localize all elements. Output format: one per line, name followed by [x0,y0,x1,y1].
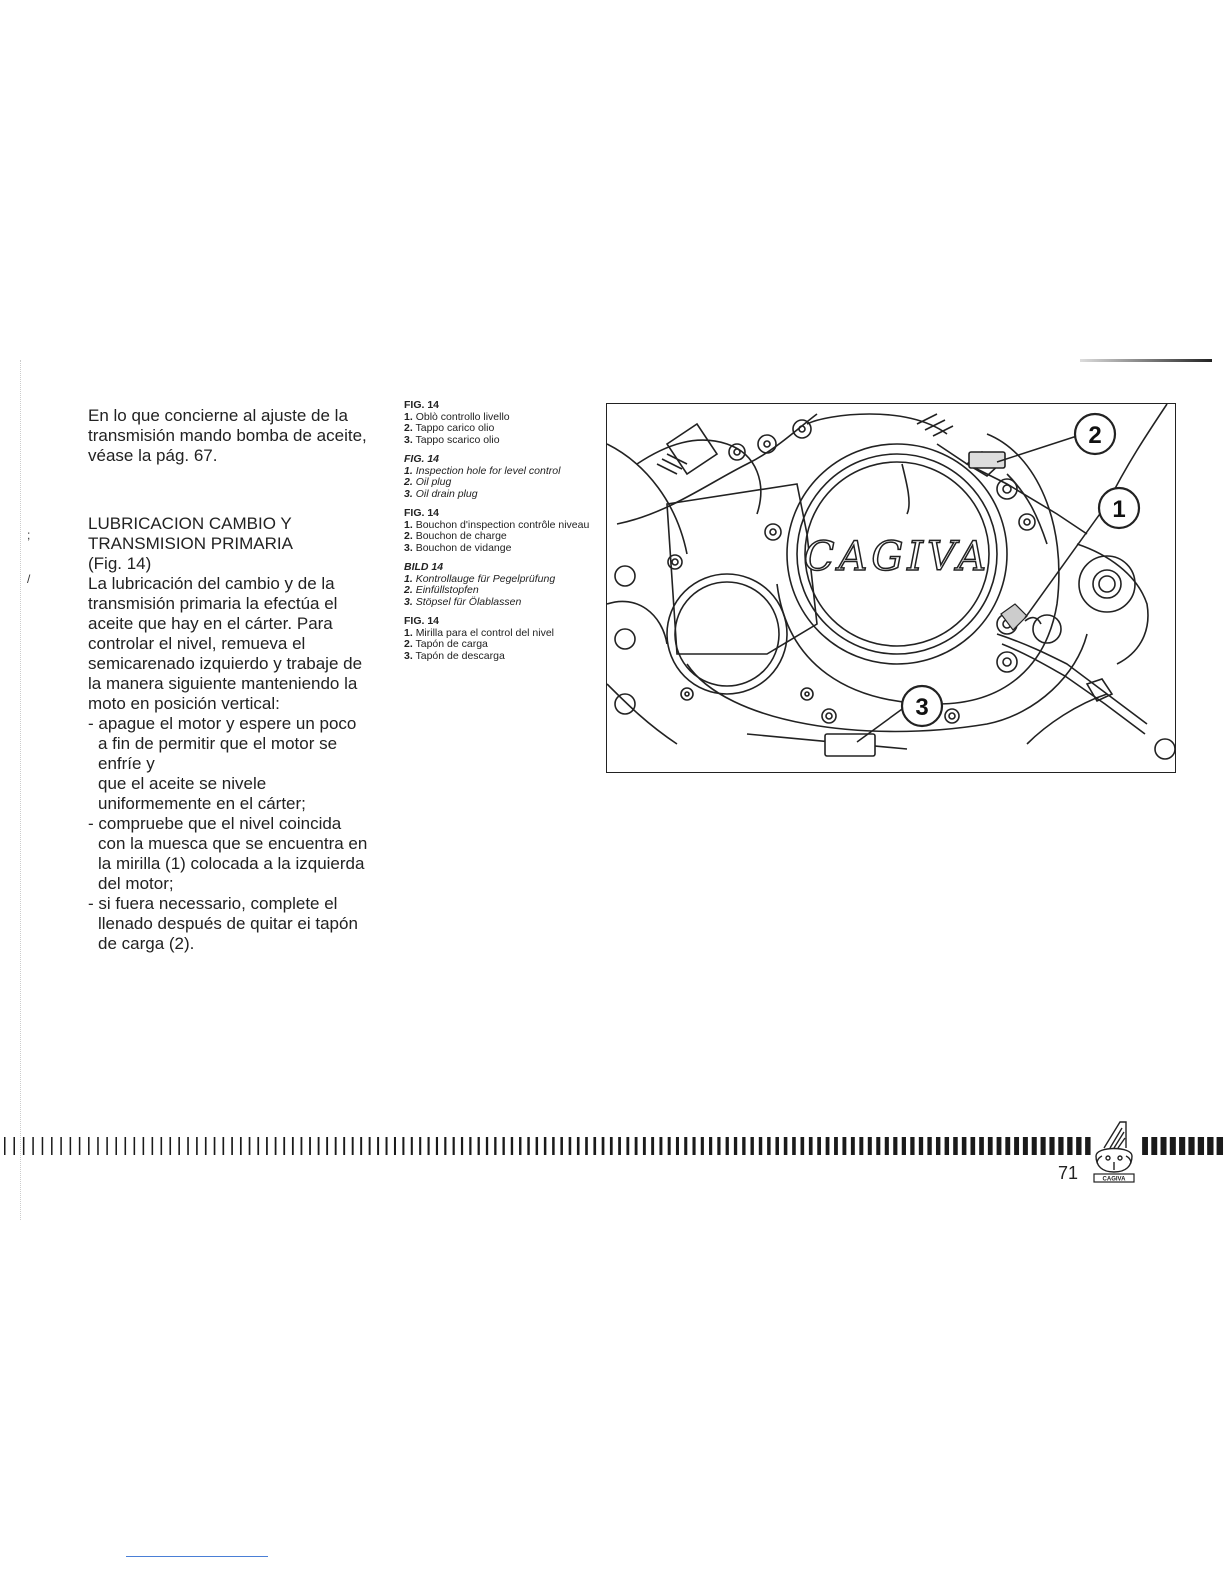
barcode-strip [0,1137,1224,1155]
caption-num: 2. [404,422,413,434]
body-paragraph: La lubricación del cambio y de la transmisión primaria la efectúa el aceite que hay en el cárter. Para controlar el nivel, remueva el semicarenado izquierdo y trabaje de la manera siguiente manteniendo la moto en posición vertical: [88,574,363,713]
edge-mark: / [27,572,31,586]
caption-num: 1. [404,572,413,585]
caption-num: 3. [404,649,413,662]
instruction-list [88,714,368,954]
caption-title: FIG. 14 [404,507,440,519]
instruction-item: - si fuera necessario, complete el llenado después de quitar ei tapón de carga (2). [88,894,358,953]
main-text-column [88,406,368,954]
caption-text: Inspection hole for level control [415,464,561,477]
instruction-item [88,714,368,814]
caption-block-en [404,454,604,500]
caption-text: Tapón de carga [415,638,488,650]
engine-diagram-figure [606,403,1176,773]
caption-num: 3. [404,487,413,500]
caption-title: FIG. 14 [404,453,440,465]
caption-num: 3. [404,433,413,446]
caption-text: Einfüllstopfen [415,584,479,596]
caption-num: 2. [404,638,413,650]
caption-title: FIG. 14 [404,615,440,627]
caption-item [404,597,604,609]
page-number: 71 [1058,1163,1079,1183]
caption-text: Bouchon de vidange [415,541,512,554]
caption-block-it [404,400,604,446]
edge-mark: ; [27,528,31,542]
section-heading-line1: LUBRICACION CAMBIO Y [88,514,292,533]
caption-block-de [404,562,604,608]
caption-num: 1. [404,410,413,423]
caption-num: 2. [404,476,413,488]
caption-text: Bouchon de charge [415,530,507,542]
caption-text: Mirilla para el control del nivel [415,626,554,639]
caption-block-es [404,616,604,662]
engine-brand-text: CAGIVA [803,534,991,580]
cagiva-elephant-logo-icon [1086,1116,1142,1186]
caption-num: 2. [404,530,413,542]
intro-paragraph: En lo que concierne al ajuste de la transmisión mando bomba de aceite, véase la pág. 67. [88,406,367,465]
caption-text: Stöpsel für Ölablassen [415,595,522,608]
caption-item [404,435,604,447]
caption-num: 3. [404,541,413,554]
instruction-item: - compruebe que el nivel coincida con la muesca que se encuentra en la mirilla (1) colocada a la izquierda del motor; [88,814,368,893]
caption-text: Kontrollauge für Pegelprüfung [415,572,556,585]
caption-text: Oblò controllo livello [415,410,510,423]
section-heading-line2: TRANSMISION PRIMARIA [88,534,293,553]
caption-text: Oil plug [415,476,452,488]
instruction-continuation: que el aceite se nivele uniformemente en el cárter; [98,774,306,813]
engine-diagram [607,404,1175,772]
top-right-rule [1080,359,1212,362]
caption-num: 1. [404,518,413,531]
caption-block-fr [404,508,604,554]
caption-item [404,543,604,555]
caption-num: 1. [404,626,413,639]
caption-text: Oil drain plug [415,487,478,500]
caption-text: Bouchon d'inspection contrôle niveau [415,518,590,531]
callout-label-2: 2 [1088,422,1102,449]
logo-text: CAGIVA [1102,1176,1126,1183]
callout-label-1: 1 [1112,496,1126,523]
caption-title: BILD 14 [404,561,444,573]
figure-reference: (Fig. 14) [88,554,152,573]
binding-edge [20,360,39,1220]
caption-title: FIG. 14 [404,399,440,411]
caption-text: Tappo scarico olio [415,433,500,446]
caption-item [404,489,604,501]
caption-num: 2. [404,584,413,596]
instruction-text: - apague el motor y espere un poco a fin de permitir que el motor se enfríe y [88,714,357,773]
figure-captions [404,400,604,670]
caption-num: 3. [404,595,413,608]
caption-item [404,651,604,663]
caption-text: Tapón de descarga [415,649,505,662]
callout-label-3: 3 [915,694,929,721]
caption-text: Tappo carico olio [415,422,495,434]
caption-num: 1. [404,464,413,477]
blue-underline [126,1556,268,1557]
